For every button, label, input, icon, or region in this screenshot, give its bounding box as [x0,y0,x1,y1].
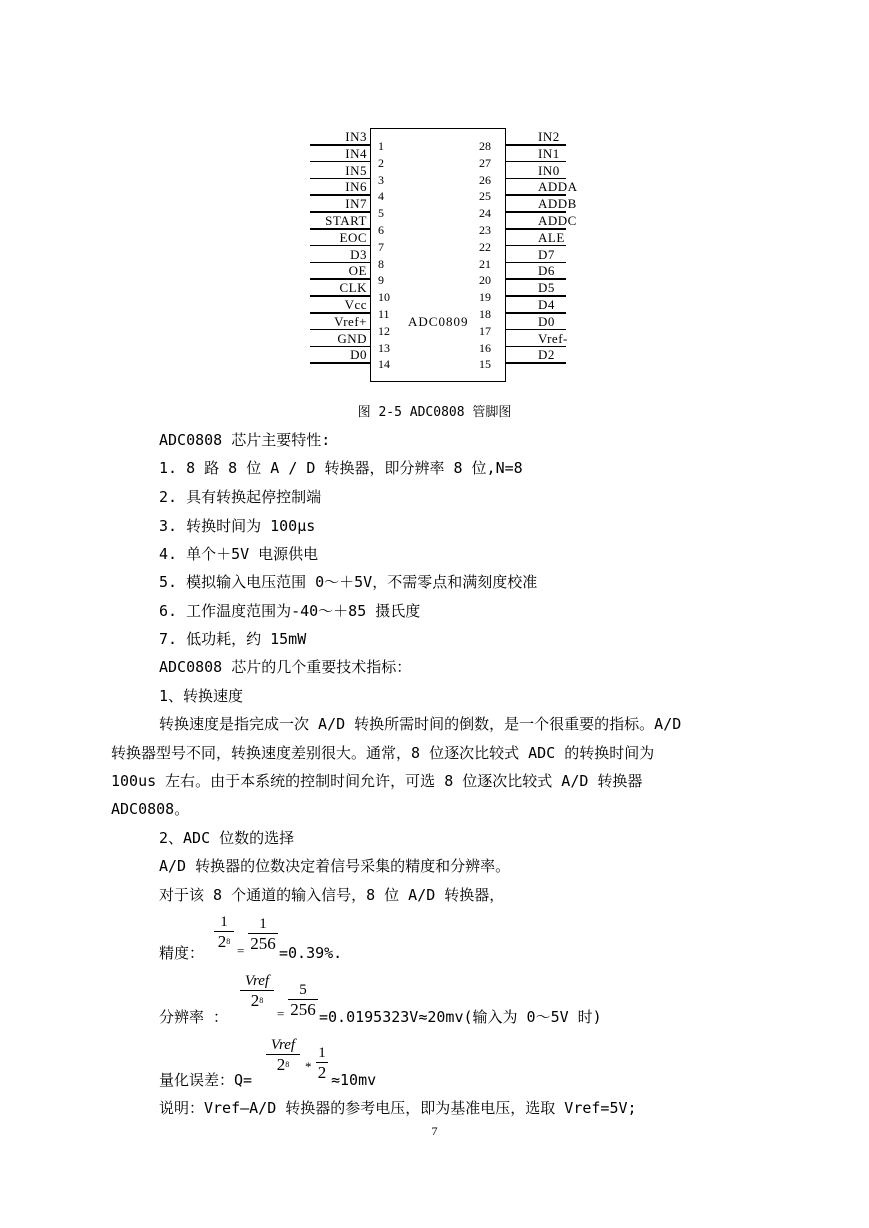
pin-number-left: 12 [378,323,390,338]
pin-number-right: 23 [479,223,491,237]
paragraph-line: 对于该 8 个通道的输入信号，8 位 A/D 转换器， [159,886,505,904]
pin-number-right: 25 [479,189,491,204]
section-adc-bits: 2、ADC 位数的选择 [159,829,295,847]
pin-name-right: IN1 [538,145,560,161]
features-heading: ADC0808 芯片主要特性: [159,431,331,449]
pin-number-right: 16 [479,340,491,355]
pin-name-right: D2 [538,347,555,363]
pin-name-right: Vref- [538,330,568,346]
pin-number-right: 22 [479,239,491,254]
pin-number-left: 8 [378,256,384,271]
pin-number-right: 24 [479,206,491,221]
pin-name-right: D0 [538,313,555,329]
pin-name-left: D0 [350,347,367,363]
feature-5: 5. 模拟输入电压范围 0～＋5V，不需零点和满刻度校准 [159,573,538,591]
pin-line-left [310,362,370,364]
precision-label: 精度： [159,944,205,962]
pin-name-left: Vcc [344,297,367,312]
paragraph-line: A/D 转换器的位数决定着信号采集的精度和分辨率。 [159,857,511,875]
feature-1: 1. 8 路 8 位 A / D 转换器，即分辨率 8 位,N=8 [159,459,523,477]
feature-7: 7. 低功耗，约 15mW [159,630,307,648]
pin-line-right [506,278,566,280]
pin-number-left: 9 [378,273,384,288]
pin-line-right [506,346,566,348]
quantization-result: ≈10mv [331,1071,377,1089]
chip-label: ADC0809 [408,314,469,329]
pin-name-left: IN4 [345,145,367,161]
pin-number-left: 11 [378,307,390,321]
pin-number-left: 3 [378,172,384,187]
pin-number-left: 13 [378,340,390,355]
feature-3: 3. 转换时间为 100μs [159,517,316,535]
pin-number-right: 20 [479,273,491,288]
pin-number-left: 6 [378,223,384,237]
paragraph-line: ADC0808。 [111,800,190,818]
pin-name-left: Vref+ [334,313,367,329]
pin-name-right: D5 [538,280,555,296]
quantization-fraction-1: Vref $2^8$ [266,1036,300,1075]
resolution-fraction-1: Vref $2^8$ [240,972,274,1011]
pin-line-right [506,362,566,364]
adc-pinout-figure [272,104,618,396]
resolution-result: =0.0195323V≈20mv(输入为 0～5V 时) [319,1008,602,1026]
pin-name-left: IN7 [345,196,367,212]
pin-name-left: IN5 [345,162,367,178]
pin-number-left: 1 [378,139,384,153]
pin-name-right: D7 [538,246,555,262]
resolution-label: 分辨率 ： [159,1008,229,1026]
pin-number-right: 27 [479,155,491,170]
pin-name-left: CLK [339,280,367,296]
pin-name-right: ADDB [538,196,577,212]
pin-number-left: 10 [378,290,390,305]
pin-line-right [506,245,566,247]
pin-name-right: D6 [538,263,555,279]
precision-result: =0.39%. [279,944,343,962]
resolution-fraction-2: 5 256 [288,981,318,1020]
pin-name-right: ADDC [538,213,577,228]
specs-heading: ADC0808 芯片的几个重要技术指标： [159,658,412,676]
pin-number-right: 21 [479,256,491,271]
pin-name-left: IN3 [345,129,367,144]
pin-name-right: ALE [538,229,565,245]
paragraph-line: 100us 左右。由于本系统的控制时间允许，可选 8 位逐次比较式 A/D 转换器 [111,772,643,790]
precision-fraction-2: 1 256 [248,915,278,954]
pin-name-left: IN6 [345,179,367,195]
pin-name-right: IN2 [538,129,560,144]
paragraph-line: 转换速度是指完成一次 A/D 转换所需时间的倒数，是一个很重要的指标。A/D [159,715,682,733]
section-conversion-speed: 1、转换速度 [159,687,244,705]
feature-4: 4. 单个＋5V 电源供电 [159,545,319,563]
pin-name-left: D3 [350,246,367,262]
equals-sign: = [277,1006,285,1021]
quantization-label: 量化误差：Q= [159,1071,253,1089]
pin-number-right: 18 [479,307,491,321]
pin-number-right: 15 [479,357,491,372]
paragraph-line: 转换器型号不同，转换速度差别很大。通常，8 位逐次比较式 ADC 的转换时间为 [111,744,655,762]
multiply-sign: * [305,1059,312,1074]
equals-sign: = [237,943,245,958]
quantization-fraction-2: 1 2 [317,1045,327,1082]
note-line: 说明：Vref—A/D 转换器的参考电压，即为基准电压，选取 Vref=5V; [159,1099,637,1117]
pin-line-right [506,312,566,314]
pin-name-left: OE [348,263,367,279]
pin-name-left: START [325,213,367,228]
pin-number-left: 5 [378,206,384,221]
page-number: 7 [431,1124,438,1138]
pin-number-right: 26 [479,172,491,187]
pin-line-right [506,262,566,264]
pin-number-left: 14 [378,357,390,372]
feature-2: 2. 具有转换起停控制端 [159,488,322,506]
pin-number-left: 2 [378,155,384,170]
pin-name-right: ADDA [538,179,578,195]
pin-number-right: 28 [479,139,491,153]
pin-name-left: GND [337,330,367,346]
pin-name-right: D4 [538,297,555,312]
pin-number-left: 4 [378,189,384,204]
pin-name-left: EOC [339,229,367,245]
pin-number-right: 17 [479,323,491,338]
figure-caption: 图 2-5 ADC0808 管脚图 [357,405,512,420]
pin-line-right [506,295,566,297]
pin-number-right: 19 [479,290,491,305]
feature-6: 6. 工作温度范围为-40～＋85 摄氏度 [159,602,421,620]
pin-name-right: IN0 [538,162,560,178]
pin-number-left: 7 [378,239,384,254]
precision-fraction-1: 1 $2^8$ [214,913,234,952]
